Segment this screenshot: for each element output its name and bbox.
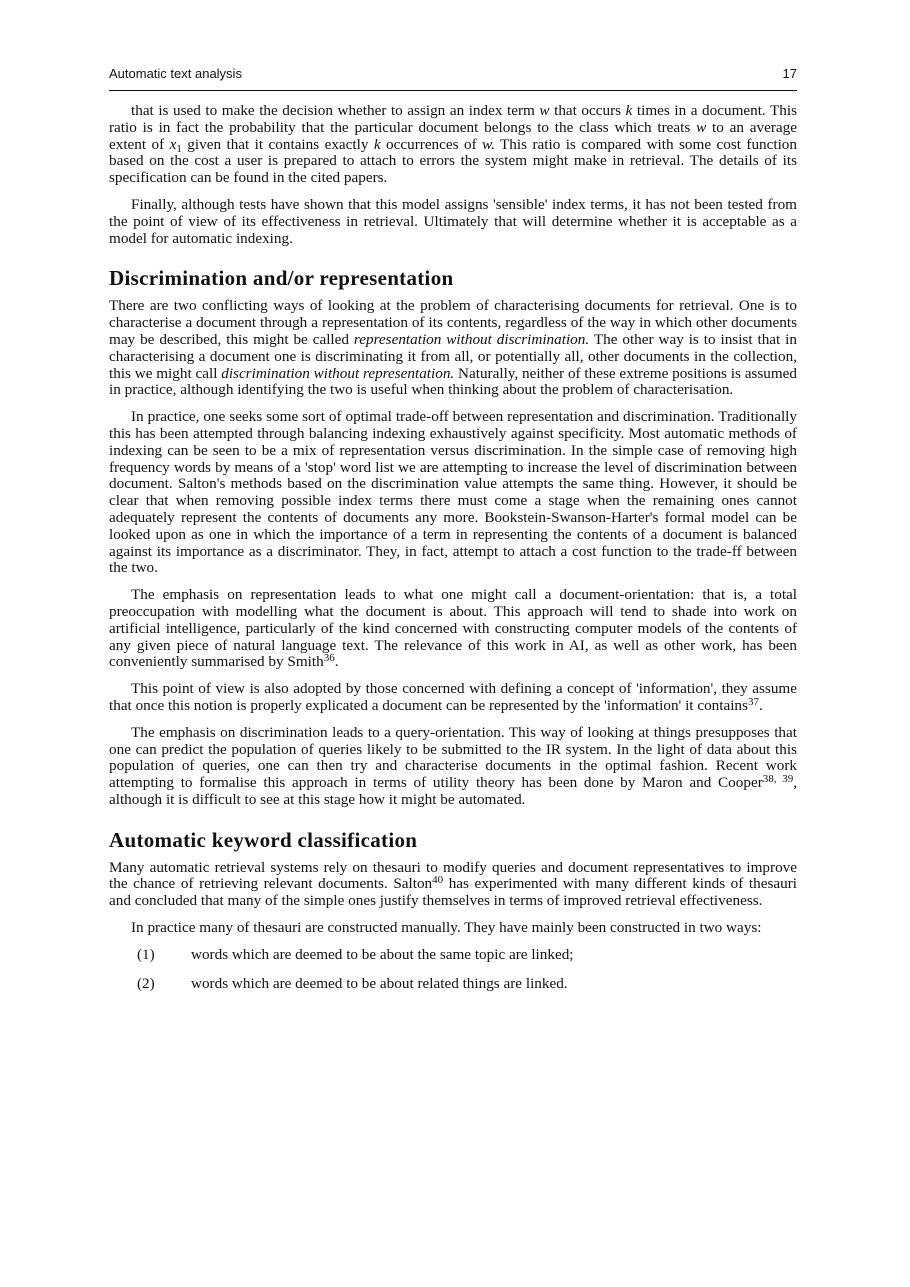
paragraph-7: The emphasis on discrimination leads to a query-orientation. This way of looking at things presupposes that one can predict the population of queries likely to be submitted to the IR system. In the light of data about this population of queries, one can then try and characterise documents in the optimal fashion. Recent work attempting to formalise this approach in terms of utility theory has been done by Maron and Cooper$^{38, 39}$, although it is difficult to see at this stage how it might be automated. <box>109 723 797 808</box>
running-head <box>109 62 797 91</box>
section-heading-discrimination: Discrimination and/or representation <box>109 266 454 291</box>
citation-37: 37 <box>747 695 759 708</box>
page-number: 17 <box>782 66 797 81</box>
paragraph-1: that is used to make the decision whether to assign an index term w that occurs k times in a document. This ratio is in fact the probability that the particular document belongs to the class which treats w to an average extent of $x_1$ given that it contains exactly k occurrences of w. This ratio is compared with some cost function based on the cost a user is prepared to attach to errors the system might make in retrieval. The details of its specification can be found in the cited papers. <box>109 102 798 187</box>
running-head-title: Automatic text analysis <box>109 66 242 81</box>
paragraph-4: In practice, one seeks some sort of optimal trade-off between representation and discrimination. Traditionally this has been attempted through balancing indexing exhaustively against specificity. Most automatic methods of indexing can be seen to be a mix of representation versus discrimination. In the simple case of removing high frequency words by means of a 'stop' word list we are attempting to increase the level of discrimination between document. Salton's methods based on the discrimination value attempts the same thing. However, it should be clear that when removing possible index terms there must come a stage when the remaining ones cannot adequately represent the contents of documents any more. Bookstein-Swanson-Harter's formal model can be looked upon as one in which the importance of a term in representing the contents of a document is balanced against its importance as a discriminator. They, in fact, attempt to attach a cost function to the trade-ff between the two. <box>109 408 797 577</box>
paragraph-2: Finally, although tests have shown that this model assigns 'sensible' index terms, it has not been tested from the point of view of its effectiveness in retrieval. Ultimately that will determine whether it is acceptable as a model for automatic indexing. <box>109 195 797 247</box>
citation-36: 36 <box>323 652 335 665</box>
section-heading-keyword-classification: Automatic keyword classification <box>109 827 418 852</box>
paragraph-3: There are two conflicting ways of looking at the problem of characterising documents for retrieval. One is to characterise a document through a representation of its contents, regardless of the way in which other documents may be described, this might be called representation without discrimination. The other way is to insist that in characterising a document one is discriminating it from all, or potentially all, other documents in the collection, this we might call discrimination without representation. Naturally, neither of these extreme positions is assumed in practice, although identifying the two is useful when thinking about the problem of characterisation. <box>109 297 797 399</box>
page <box>109 62 797 1004</box>
list-text: words which are deemed to be about the same topic are linked; <box>191 945 574 963</box>
citation-38-39: 38, 39 <box>762 773 794 786</box>
citation-40: 40 <box>432 874 444 887</box>
paragraph-5: The emphasis on representation leads to what one might call a document-orientation: that is, a total preoccupation with modelling what the document is about. This approach will tend to shade into work on artificial intelligence, particularly of the kind concerned with constructing computer models of the contents of any given piece of natural language text. The relevance of this work in AI, as well as other work, has been conveniently summarised by Smith$^{36}$. <box>109 586 797 671</box>
list-item <box>109 976 797 993</box>
list-text: words which are deemed to be about related things are linked. <box>191 974 568 992</box>
list-item <box>109 947 797 964</box>
list-number: (2) <box>137 974 155 992</box>
list-number: (1) <box>137 945 155 963</box>
page-body <box>109 91 797 992</box>
paragraph-9: In practice many of thesauri are constructed manually. They have mainly been constructed in two ways: <box>131 919 762 937</box>
paragraph-6: This point of view is also adopted by those concerned with defining a concept of 'information', they assume that once this notion is properly explicated a document can be represented by the 'information' it contains$^{37}$. <box>109 680 797 714</box>
paragraph-8: Many automatic retrieval systems rely on thesauri to modify queries and document representatives to improve the chance of retrieving relevant documents. Salton$^{40}$ has experimented with many different kinds of thesauri and concluded that many of the simple ones justify themselves in terms of improved retrieval effectiveness. <box>109 858 797 910</box>
